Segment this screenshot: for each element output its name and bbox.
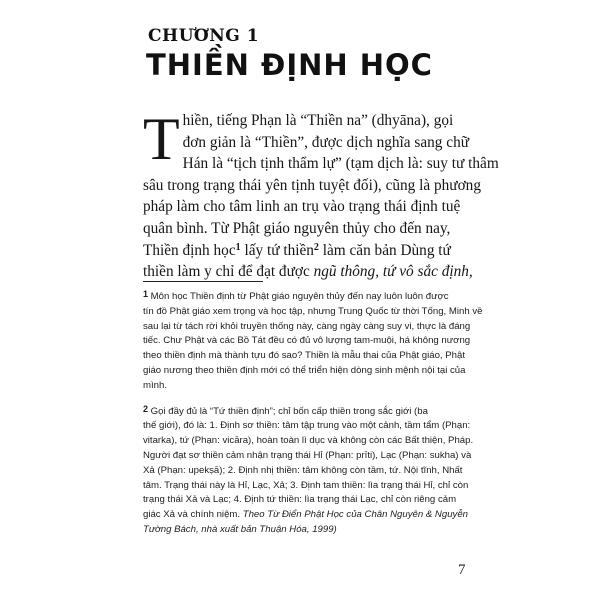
page-number: 7 [458,562,466,578]
footnote-marker-2: 2 [143,403,149,414]
footnote-divider [143,281,263,282]
chapter-title: THIỀN ĐỊNH HỌC [146,48,433,82]
body-italic-text: ngũ thông, tứ vô sắc định, [313,263,473,281]
body-line [143,240,468,262]
body-line: hiền, tiếng Phạn là “Thiền na” (dhyāna), gọi [182,112,454,129]
footnote-line: sau lại từ tách rời khỏi truyền thống này, càng ngày càng suy vi, thực là đáng [143,320,471,332]
footnote-line [143,404,468,420]
footnote-ref-2: 2 [313,241,319,253]
footnote-line: thế giới), đó là: 1. Định sơ thiền: tâm tập trung vào một cảnh, tầm tẩm (Phạn: [143,420,471,432]
body-line: sâu trong trạng thái yên tịnh tuyệt đối), cũng là phương [143,176,481,194]
footnote-line: mình. [143,379,167,391]
body-paragraph [143,106,499,283]
footnote-text: giác Xả và chính niệm. [143,509,243,521]
footnote-marker-1: 1 [143,289,149,299]
footnote-line [143,508,468,523]
footnote-line: trạng thái Xả và Lạc; 4. Định tứ thiền: lìa trạng thái Lạc, chỉ còn riêng cảm [143,494,457,506]
body-text-segment: lấy tứ thiền [240,241,314,259]
drop-cap: T [143,106,180,172]
footnote-citation: Tường Bách, nhà xuất bản Thuận Hóa, 1999) [143,523,337,535]
footnote-line: giáo nương theo thiền định mới có thể triển hiện dòng sinh mệnh nội tại của [143,364,466,376]
footnote-citation: Theo Từ Điển Phật Học của Chân Nguyên & Nguyễn [242,509,468,521]
body-line: quân bình. Từ Phật giáo nguyên thủy cho đến nay, [143,219,451,237]
footnote-spacer [143,394,468,404]
body-text-segment: làm căn bản Dùng tứ [318,241,451,259]
footnote-text: Gọi đầy đủ là “Tứ thiền định”; chỉ bốn cấp thiền trong sắc giới (ba [148,405,428,417]
footnote-line: tín đồ Phật giáo xem trọng và học tập, nhưng Trung Quốc từ thời Tống, Minh về [143,305,483,317]
body-line [143,261,473,283]
footnote-line: vitarka), tứ (Phạn: vicāra), hoàn toàn lì dục và không còn các Bất thiện, Pháp. [143,435,474,447]
body-line: pháp làm cho tâm linh an trụ vào trạng thái định tuệ [143,198,461,216]
footnotes [143,289,483,538]
footnote-line: theo thiền định mà thành tựu đó sao? Thiền là mẫu thai của Phật giáo, Phật [143,350,465,362]
body-text-segment: Thiền định học [143,241,236,259]
body-line: đơn giản là “Thiền”, được dịch nghĩa sang chữ [182,133,470,151]
chapter-label: CHƯƠNG 1 [148,26,260,46]
footnote-line: tiếc. Chư Phật và các Bồ Tát đều có đủ vô lượng tam-muội, há không nương [143,335,471,347]
body-line: Hán là “tịch tịnh thẩm lự” (tạm dịch là: suy tư thâm [182,155,499,173]
footnote-line: Xả (Phạn: upekṣā); 2. Định nhị thiền: tâm không còn tầm, tứ. Nội tĩnh, Nhất [143,464,463,476]
footnote-line: tâm. Trạng thái này là Hỉ, Lạc, Xả; 3. Định tam thiền: lìa trạng thái Hỉ, chỉ còn [143,479,469,491]
footnote-ref-1: 1 [235,241,241,253]
body-text-segment: thiền làm y chỉ để đạt được [143,263,314,281]
footnote-line [143,289,468,305]
footnote-line: Người đạt sơ thiền cảm nhận trạng thái Hỉ (Phạn: prīti), Lạc (Phạn: sukha) và [143,449,472,461]
footnote-text: Môn học Thiền định từ Phật giáo nguyên thủy đến nay luôn luôn được [148,291,449,302]
